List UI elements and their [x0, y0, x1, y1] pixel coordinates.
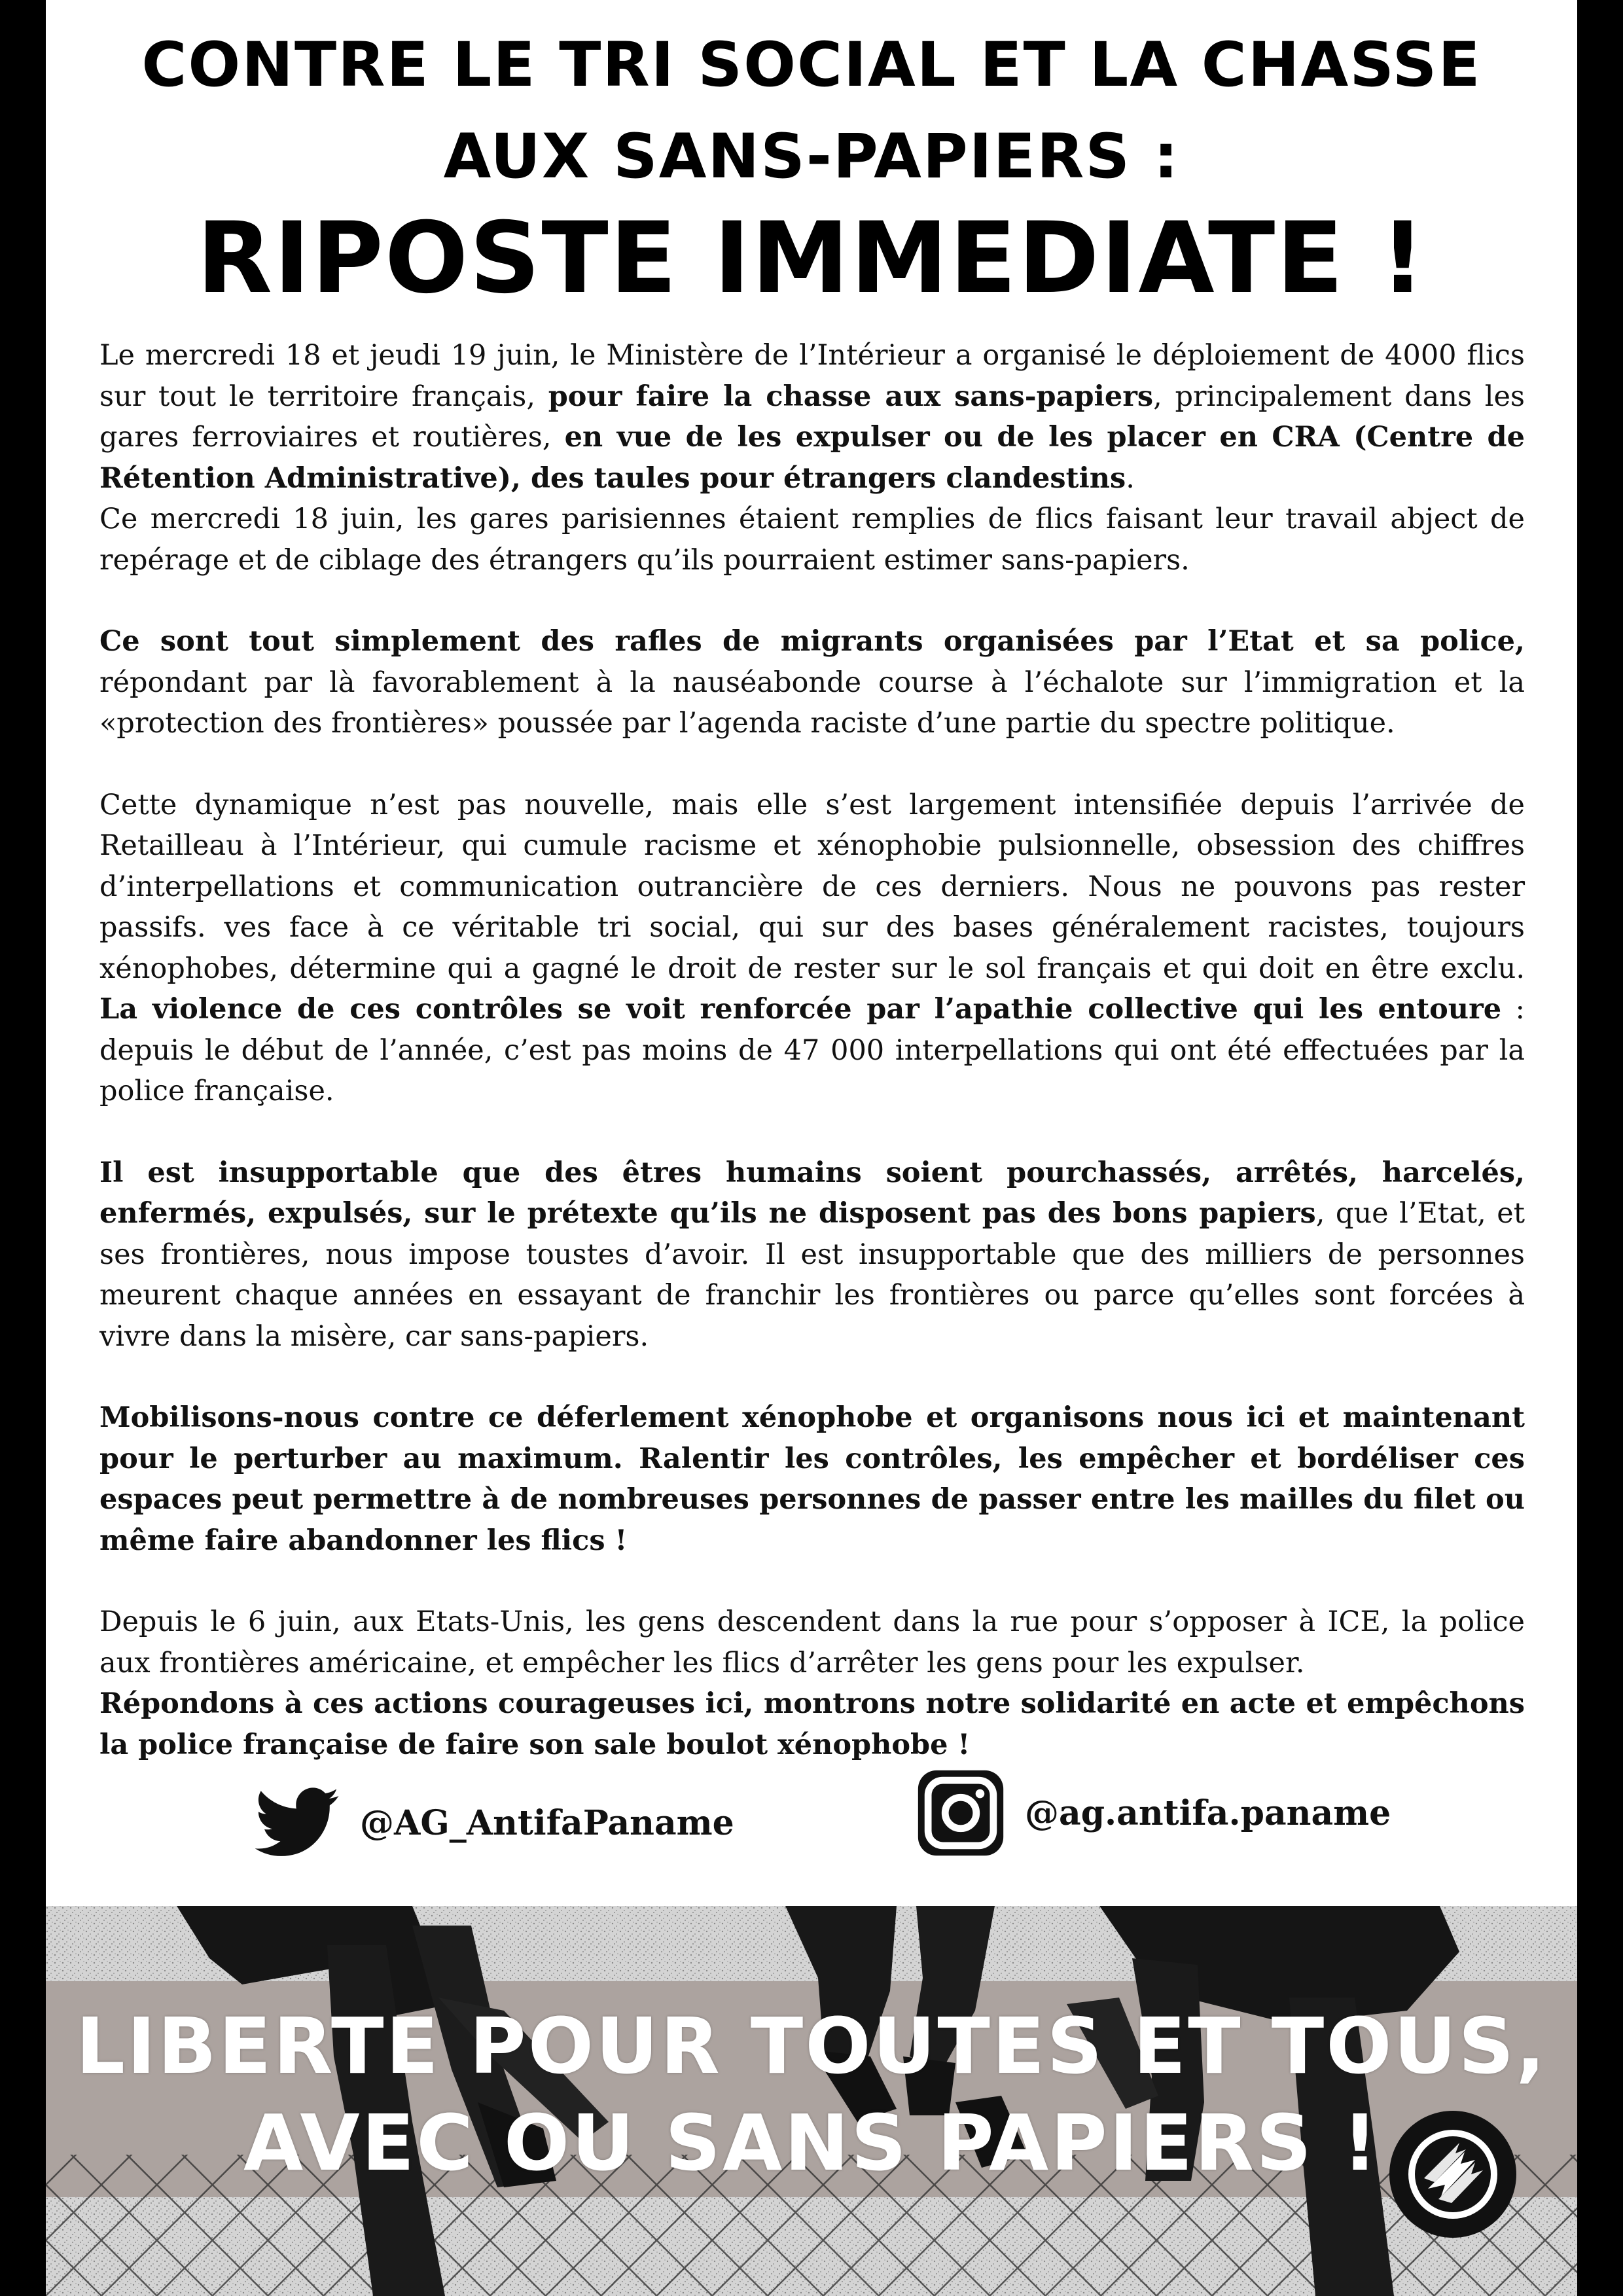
body-segment: .: [1126, 461, 1135, 495]
slogan-line-2: AVEC OU SANS PAPIERS !: [243, 2098, 1380, 2188]
body-emphasis: Répondons à ces actions courageuses ici, montrons notre solidarité en acte et empêchons la police française de faire son sale boulot xénophobe !: [99, 1687, 1525, 1761]
body-emphasis: La violence de ces contrôles se voit renforcée par l’apathie collective qui les entoure: [99, 993, 1502, 1026]
twitter-handle-text: @AG_AntifaPaname: [360, 1803, 734, 1843]
body-paragraph: [99, 1153, 1525, 1357]
body-emphasis: Mobilisons-nous contre ce déferlement xénophobe et organisons nous ici et maintenant pour le perturber au maximum. Ralentir les contrôles, les empêcher et bordéliser ces espaces peut permettre à de nombreuses personnes de passer entre les mailles du filet ou même faire abandonner les flics !: [99, 1401, 1525, 1557]
instagram-icon: [916, 1768, 1005, 1857]
body-segment: Cette dynamique n’est pas nouvelle, mais elle s’est largement intensifiée depuis l’arrivée de Retailleau à l’Intérieur, qui cumule racisme et xénophobie pulsionnelle, obsession des chiffres d’interpellations et communication outrancière de ces derniers. Nous ne pouvons pas rester passifs. ves face à ce véritable tri social, qui sur des bases généralement racistes, toujours xénophobes, détermine qui a gagné le droit de rester sur le sol français et qui doit en être exclu.: [99, 788, 1525, 985]
flyer-page: [46, 0, 1577, 2296]
body-segment: Ce mercredi 18 juin, les gares parisiennes étaient remplies de flics faisant leur travail abject de repérage et de ciblage des étrangers qu’ils pourraient estimer sans-papiers.: [99, 503, 1525, 577]
body-segment: , principalement dans les gares ferroviaires et routières,: [99, 380, 1525, 454]
antifa-assembly-seal-icon: [1387, 2109, 1518, 2240]
body-paragraph: [99, 335, 1525, 581]
twitter-handle[interactable]: [255, 1787, 734, 1859]
body-paragraph: [99, 785, 1525, 1112]
body-paragraph: [99, 1602, 1525, 1765]
body-segment: , que l’Etat, et ses frontières, nous impose toustes d’avoir. Il est insupportable que des milliers de personnes meurent chaque années en essayant de franchir les frontières ou parce qu’elles sont forcées à vivre dans la misère, car sans-papiers.: [99, 1197, 1525, 1353]
headline-line-2: RIPOSTE IMMEDIATE !: [196, 202, 1427, 315]
instagram-handle-text: @ag.antifa.paname: [1025, 1793, 1391, 1833]
body-emphasis: Il est insupportable que des êtres humains soient pourchassés, arrêtés, harcelés, enfermés, expulsés, sur le prétexte qu’ils ne disposent pas des bons papiers: [99, 1156, 1525, 1230]
body-emphasis: Ce sont tout simplement des rafles de migrants organisées par l’Etat et sa police,: [99, 625, 1525, 658]
slogan-banner: [46, 1906, 1577, 2296]
slogan-line-1: LIBERTE POUR TOUTES ET TOUS,: [75, 2001, 1548, 2091]
twitter-bird-icon: [255, 1787, 340, 1859]
body-text: [99, 335, 1525, 1806]
slogan: [72, 1998, 1551, 2191]
body-paragraph: [99, 1397, 1525, 1561]
instagram-handle[interactable]: [916, 1768, 1391, 1857]
body-segment: répondant par là favorablement à la nauséabonde course à l’échalote sur l’immigration et la «protection des frontières» poussée par l’agenda raciste d’une partie du spectre politique.: [99, 666, 1525, 740]
body-paragraph: [99, 621, 1525, 744]
social-handles: [46, 1761, 1577, 1865]
body-emphasis: pour faire la chasse aux sans-papiers: [548, 380, 1154, 413]
body-segment: : depuis le début de l’année, c’est pas moins de 47 000 interpellations qui ont été effectuées par la police française.: [99, 993, 1525, 1107]
body-segment: Depuis le 6 juin, aux Etats-Unis, les gens descendent dans la rue pour s’opposer à ICE, la police aux frontières américaine, et empêcher les flics d’arrêter les gens pour les expulser.: [99, 1605, 1525, 1679]
body-segment: Le mercredi 18 et jeudi 19 juin, le Ministère de l’Intérieur a organisé le déploiement de 4000 flics sur tout le territoire français,: [99, 339, 1525, 413]
body-emphasis: en vue de les expulser ou de les placer en CRA (Centre de Rétention Administrative), des taules pour étrangers clandestins: [99, 421, 1525, 495]
headline-line-1: CONTRE LE TRI SOCIAL ET LA CHASSE AUX SANS-PAPIERS :: [141, 29, 1482, 192]
